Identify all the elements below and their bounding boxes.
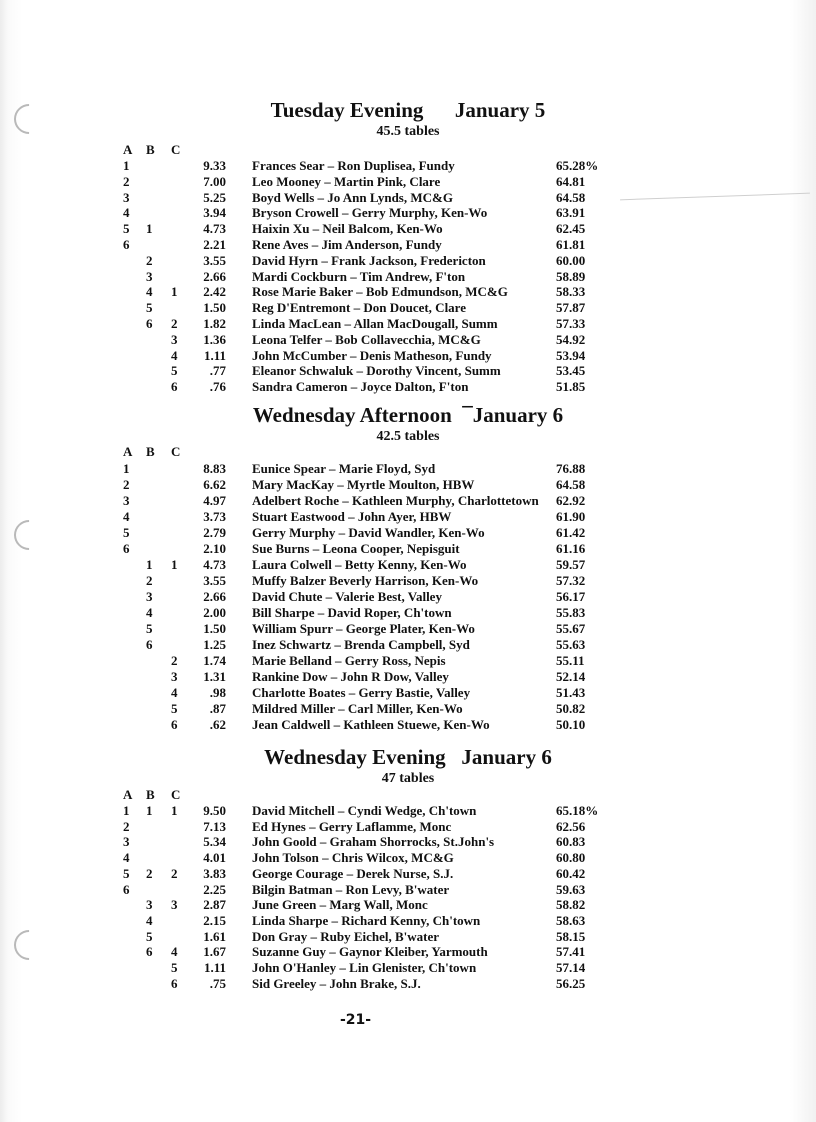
pair-names: Eleanor Schwaluk – Dorothy Vincent, Summ xyxy=(252,363,501,379)
result-row xyxy=(0,866,816,882)
pair-names: Boyd Wells – Jo Ann Lynds, MC&G xyxy=(252,189,453,205)
percentage: 55.11 xyxy=(556,653,585,668)
pair-names: Sandra Cameron – Joyce Dalton, F'ton xyxy=(252,379,469,395)
rank-b: 3 xyxy=(146,897,153,913)
result-row xyxy=(0,332,816,348)
masterpoints: 2.87 xyxy=(203,897,226,913)
masterpoints: 9.50 xyxy=(203,803,226,818)
rank-b: 3 xyxy=(146,268,153,284)
pair-names: David Hyrn – Frank Jackson, Fredericton xyxy=(252,252,486,268)
rank-b: 4 xyxy=(146,284,153,300)
percentage: 57.33 xyxy=(556,316,586,331)
pair-names: Sid Greeley – John Brake, S.J. xyxy=(252,975,421,991)
pair-names: Charlotte Boates – Gerry Bastie, Valley xyxy=(252,685,471,700)
pair-names: William Spurr – George Plater, Ken-Wo xyxy=(252,621,475,636)
percentage: 53.94 xyxy=(556,347,586,363)
masterpoints: 2.66 xyxy=(203,268,226,284)
result-row xyxy=(0,477,816,493)
column-header-b: B xyxy=(146,142,155,157)
pair-names: Bryson Crowell – Gerry Murphy, Ken-Wo xyxy=(252,205,488,221)
column-header-a: A xyxy=(123,444,133,459)
percentage: 57.14 xyxy=(556,960,586,975)
result-row xyxy=(0,509,816,525)
masterpoints: 4.73 xyxy=(203,221,226,237)
section-title: Wednesday Evening January 6 xyxy=(264,745,552,769)
rank-b: 2 xyxy=(146,573,153,588)
masterpoints: .77 xyxy=(209,363,226,379)
pair-names: Laura Colwell – Betty Kenny, Ken-Wo xyxy=(252,557,467,572)
pair-names: Bill Sharpe – David Roper, Ch'town xyxy=(252,605,452,620)
rank-a: 1 xyxy=(123,158,130,173)
percentage: 59.57 xyxy=(556,557,586,572)
section-title: Tuesday Evening January 5 xyxy=(270,98,546,122)
rank-a: 5 xyxy=(123,865,130,881)
percentage: 60.80 xyxy=(556,850,586,866)
result-row xyxy=(0,976,816,992)
masterpoints: .75 xyxy=(209,975,226,991)
masterpoints: 3.55 xyxy=(203,573,226,588)
percentage: 60.00 xyxy=(556,252,586,268)
rank-a: 3 xyxy=(123,493,130,508)
rank-a: 4 xyxy=(123,850,130,866)
masterpoints: 4.01 xyxy=(203,850,226,866)
pair-names: Rene Aves – Jim Anderson, Fundy xyxy=(252,237,442,252)
column-header-b: B xyxy=(146,444,155,459)
result-row xyxy=(0,960,816,976)
pair-names: Mildred Miller – Carl Miller, Ken-Wo xyxy=(252,701,463,716)
masterpoints: 1.11 xyxy=(203,960,226,975)
rank-b: 5 xyxy=(146,621,153,636)
page-number: -21- xyxy=(340,1012,372,1028)
result-row xyxy=(0,637,816,653)
pair-names: Reg D'Entremont – Don Doucet, Clare xyxy=(252,300,466,316)
rank-a: 5 xyxy=(123,221,130,237)
column-header-b: B xyxy=(146,787,155,802)
percentage: 65.28% xyxy=(556,158,599,173)
masterpoints: 2.10 xyxy=(203,541,226,556)
result-row xyxy=(0,850,816,866)
rank-c: 5 xyxy=(171,701,178,716)
pair-names: Rose Marie Baker – Bob Edmundson, MC&G xyxy=(252,284,508,300)
percentage: 58.89 xyxy=(556,268,586,284)
rank-a: 2 xyxy=(123,818,130,834)
masterpoints: .62 xyxy=(209,717,226,732)
pair-names: Leona Telfer – Bob Collavecchia, MC&G xyxy=(252,331,481,347)
rank-a: 1 xyxy=(123,803,130,818)
masterpoints: 4.97 xyxy=(203,493,226,508)
percentage: 55.63 xyxy=(556,637,586,652)
rank-b: 5 xyxy=(146,928,153,944)
percentage: 76.88 xyxy=(556,461,586,476)
masterpoints: 1.31 xyxy=(203,669,226,684)
percentage: 61.81 xyxy=(556,237,586,252)
masterpoints: 2.00 xyxy=(203,605,226,620)
pair-names: June Green – Marg Wall, Monc xyxy=(252,897,428,913)
result-row xyxy=(0,379,816,395)
pair-names: Inez Schwartz – Brenda Campbell, Syd xyxy=(252,637,470,652)
result-row xyxy=(0,653,816,669)
result-row xyxy=(0,363,816,379)
pair-names: Eunice Spear – Marie Floyd, Syd xyxy=(252,461,436,476)
result-row xyxy=(0,557,816,573)
pair-names: Jean Caldwell – Kathleen Stuewe, Ken-Wo xyxy=(252,717,490,732)
masterpoints: 1.82 xyxy=(203,316,226,331)
result-row xyxy=(0,701,816,717)
percentage: 65.18% xyxy=(556,803,599,818)
percentage: 63.91 xyxy=(556,205,586,221)
result-row xyxy=(0,190,816,206)
rank-c: 5 xyxy=(171,363,178,379)
percentage: 54.92 xyxy=(556,331,586,347)
rank-a: 5 xyxy=(123,525,130,540)
rank-b: 4 xyxy=(146,912,153,928)
pair-names: Marie Belland – Gerry Ross, Nepis xyxy=(252,653,446,668)
pair-names: Rankine Dow – John R Dow, Valley xyxy=(252,669,449,684)
rank-b: 6 xyxy=(146,637,153,652)
percentage: 64.58 xyxy=(556,189,586,205)
masterpoints: 1.61 xyxy=(203,928,226,944)
percentage: 51.85 xyxy=(556,379,586,395)
pair-names: Gerry Murphy – David Wandler, Ken-Wo xyxy=(252,525,485,540)
rank-c: 3 xyxy=(171,669,178,684)
result-row xyxy=(0,461,816,477)
masterpoints: 7.00 xyxy=(203,173,226,189)
pair-names: Sue Burns – Leona Cooper, Nepisguit xyxy=(252,541,460,556)
rank-c: 4 xyxy=(171,944,178,960)
result-row xyxy=(0,669,816,685)
result-row xyxy=(0,685,816,701)
rank-b: 6 xyxy=(146,944,153,960)
masterpoints: .98 xyxy=(209,685,226,700)
result-row xyxy=(0,269,816,285)
percentage: 58.15 xyxy=(556,928,586,944)
pair-names: John Goold – Graham Shorrocks, St.John's xyxy=(252,834,495,850)
pair-names: Suzanne Guy – Gaynor Kleiber, Yarmouth xyxy=(252,944,488,960)
rank-c: 4 xyxy=(171,347,178,363)
masterpoints: 1.25 xyxy=(203,637,226,652)
result-row xyxy=(0,525,816,541)
rank-c: 3 xyxy=(171,897,178,913)
result-row xyxy=(0,205,816,221)
masterpoints: 1.11 xyxy=(203,347,226,363)
section-tables-count: 47 tables xyxy=(381,771,435,786)
percentage: 55.83 xyxy=(556,605,586,620)
masterpoints: 2.15 xyxy=(203,912,226,928)
rank-c: 1 xyxy=(171,803,178,818)
result-row xyxy=(0,237,816,253)
section-title: Wednesday Afternoon ¯January 6 xyxy=(252,403,564,427)
rank-a: 3 xyxy=(123,834,130,850)
pair-names: Ed Hynes – Gerry Laflamme, Monc xyxy=(252,818,452,834)
rank-c: 6 xyxy=(171,379,178,395)
masterpoints: .87 xyxy=(209,701,226,716)
pair-names: Bilgin Batman – Ron Levy, B'water xyxy=(252,881,450,897)
pair-names: Mardi Cockburn – Tim Andrew, F'ton xyxy=(252,268,466,284)
pair-names: Don Gray – Ruby Eichel, B'water xyxy=(252,928,440,944)
result-row xyxy=(0,717,816,733)
rank-c: 1 xyxy=(171,284,178,300)
result-row xyxy=(0,589,816,605)
percentage: 61.90 xyxy=(556,509,586,524)
masterpoints: 8.83 xyxy=(203,461,226,476)
result-row xyxy=(0,944,816,960)
rank-a: 4 xyxy=(123,205,130,221)
result-row xyxy=(0,316,816,332)
result-row xyxy=(0,605,816,621)
rank-a: 3 xyxy=(123,189,130,205)
masterpoints: 1.74 xyxy=(203,653,226,668)
section-tables-count: 45.5 tables xyxy=(376,124,440,139)
rank-b: 2 xyxy=(146,865,153,881)
percentage: 57.41 xyxy=(556,944,586,960)
masterpoints: 2.66 xyxy=(203,589,226,604)
percentage: 62.92 xyxy=(556,493,586,508)
result-row xyxy=(0,300,816,316)
pair-names: Leo Mooney – Martin Pink, Clare xyxy=(252,173,441,189)
masterpoints: 3.73 xyxy=(203,509,226,524)
masterpoints: 2.21 xyxy=(203,237,226,252)
rank-a: 6 xyxy=(123,541,130,556)
pair-names: John O'Hanley – Lin Glenister, Ch'town xyxy=(252,960,477,975)
rank-c: 3 xyxy=(171,331,178,347)
percentage: 56.17 xyxy=(556,589,586,604)
masterpoints: 2.79 xyxy=(203,525,226,540)
percentage: 59.63 xyxy=(556,881,586,897)
percentage: 64.58 xyxy=(556,477,586,492)
percentage: 61.16 xyxy=(556,541,586,556)
column-header-c: C xyxy=(171,444,181,459)
rank-c: 6 xyxy=(171,975,178,991)
masterpoints: 6.62 xyxy=(203,477,226,492)
rank-a: 2 xyxy=(123,477,130,492)
percentage: 58.63 xyxy=(556,912,586,928)
result-row xyxy=(0,882,816,898)
masterpoints: 2.25 xyxy=(203,881,226,897)
pair-names: John McCumber – Denis Matheson, Fundy xyxy=(252,347,492,363)
result-row xyxy=(0,348,816,364)
pair-names: Mary MacKay – Myrtle Moulton, HBW xyxy=(252,477,475,492)
column-header-c: C xyxy=(171,142,181,157)
masterpoints: 5.25 xyxy=(203,189,226,205)
pair-names: John Tolson – Chris Wilcox, MC&G xyxy=(252,850,454,866)
rank-c: 2 xyxy=(171,653,178,668)
rank-a: 6 xyxy=(123,237,130,252)
masterpoints: 2.42 xyxy=(203,284,226,300)
masterpoints: 4.73 xyxy=(203,557,226,572)
masterpoints: .76 xyxy=(209,379,226,395)
percentage: 62.56 xyxy=(556,818,586,834)
pair-names: Linda MacLean – Allan MacDougall, Summ xyxy=(252,316,498,331)
percentage: 57.87 xyxy=(556,300,586,316)
percentage: 61.42 xyxy=(556,525,586,540)
percentage: 60.83 xyxy=(556,834,586,850)
result-row xyxy=(0,621,816,637)
rank-b: 4 xyxy=(146,605,153,620)
column-header-a: A xyxy=(123,787,133,802)
percentage: 56.25 xyxy=(556,975,586,991)
result-row xyxy=(0,913,816,929)
result-row xyxy=(0,284,816,300)
pair-names: Frances Sear – Ron Duplisea, Fundy xyxy=(252,158,455,173)
pair-names: Haixin Xu – Neil Balcom, Ken-Wo xyxy=(252,221,443,237)
percentage: 50.82 xyxy=(556,701,586,716)
rank-b: 1 xyxy=(146,221,153,237)
pair-names: Adelbert Roche – Kathleen Murphy, Charlottetown xyxy=(252,493,539,508)
pair-names: Stuart Eastwood – John Ayer, HBW xyxy=(252,509,452,524)
percentage: 64.81 xyxy=(556,173,586,189)
result-row xyxy=(0,573,816,589)
result-row xyxy=(0,834,816,850)
result-row xyxy=(0,174,816,190)
result-row xyxy=(0,803,816,819)
result-row xyxy=(0,929,816,945)
rank-c: 2 xyxy=(171,865,178,881)
masterpoints: 9.33 xyxy=(203,158,226,173)
percentage: 60.42 xyxy=(556,865,586,881)
masterpoints: 3.83 xyxy=(203,865,226,881)
pair-names: David Chute – Valerie Best, Valley xyxy=(252,589,442,604)
percentage: 58.82 xyxy=(556,897,586,913)
percentage: 58.33 xyxy=(556,284,586,300)
result-row xyxy=(0,493,816,509)
result-row xyxy=(0,221,816,237)
rank-b: 6 xyxy=(146,316,153,331)
section-tables-count: 42.5 tables xyxy=(376,429,440,444)
rank-c: 2 xyxy=(171,316,178,331)
masterpoints: 1.50 xyxy=(203,300,226,316)
percentage: 52.14 xyxy=(556,669,586,684)
percentage: 57.32 xyxy=(556,573,586,588)
masterpoints: 5.34 xyxy=(203,834,226,850)
rank-b: 3 xyxy=(146,589,153,604)
rank-c: 5 xyxy=(171,960,178,975)
column-header-c: C xyxy=(171,787,181,802)
masterpoints: 1.36 xyxy=(203,331,226,347)
result-row xyxy=(0,541,816,557)
masterpoints: 3.55 xyxy=(203,252,226,268)
percentage: 55.67 xyxy=(556,621,586,636)
percentage: 53.45 xyxy=(556,363,586,379)
masterpoints: 7.13 xyxy=(203,818,226,834)
pair-names: David Mitchell – Cyndi Wedge, Ch'town xyxy=(252,803,477,818)
percentage: 62.45 xyxy=(556,221,586,237)
masterpoints: 1.50 xyxy=(203,621,226,636)
result-row xyxy=(0,897,816,913)
masterpoints: 1.67 xyxy=(203,944,226,960)
result-row xyxy=(0,253,816,269)
rank-b: 1 xyxy=(146,803,153,818)
percentage: 50.10 xyxy=(556,717,586,732)
rank-a: 4 xyxy=(123,509,130,524)
rank-a: 1 xyxy=(123,461,130,476)
rank-c: 6 xyxy=(171,717,178,732)
result-row xyxy=(0,819,816,835)
rank-a: 2 xyxy=(123,173,130,189)
percentage: 51.43 xyxy=(556,685,586,700)
pair-names: Muffy Balzer Beverly Harrison, Ken-Wo xyxy=(252,573,479,588)
rank-a: 6 xyxy=(123,881,130,897)
pair-names: Linda Sharpe – Richard Kenny, Ch'town xyxy=(252,912,481,928)
masterpoints: 3.94 xyxy=(203,205,226,221)
result-row xyxy=(0,158,816,174)
pair-names: George Courage – Derek Nurse, S.J. xyxy=(252,865,454,881)
rank-c: 4 xyxy=(171,685,178,700)
rank-b: 1 xyxy=(146,557,153,572)
rank-b: 2 xyxy=(146,252,153,268)
rank-b: 5 xyxy=(146,300,153,316)
column-header-a: A xyxy=(123,142,133,157)
rank-c: 1 xyxy=(171,557,178,572)
